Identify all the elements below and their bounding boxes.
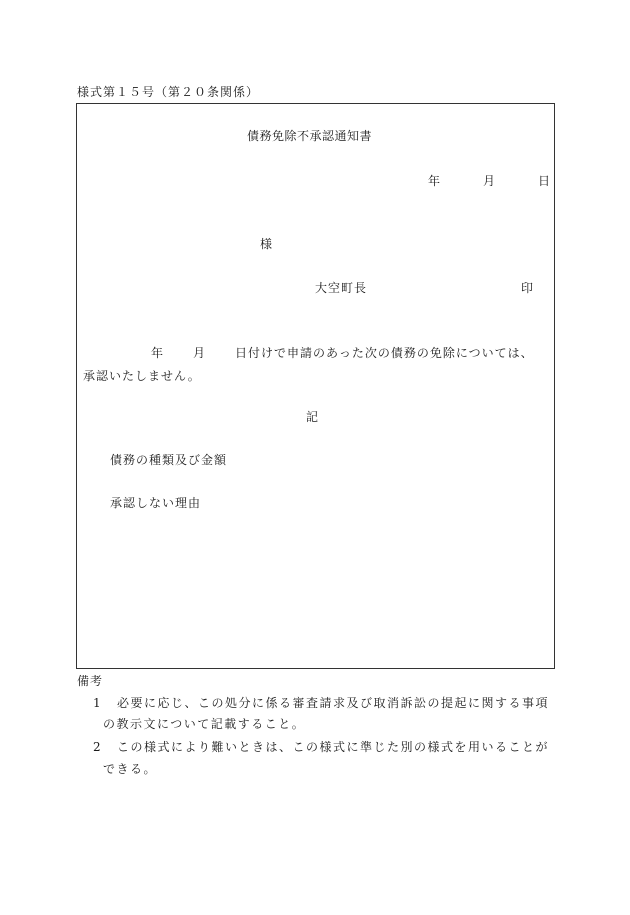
body-year-label: 年: [151, 346, 164, 360]
ki-heading: 記: [306, 410, 319, 424]
item-debt-type-amount: 債務の種類及び金額: [110, 453, 228, 467]
body-month-label: 月: [193, 346, 206, 360]
note-text-line2: できる。: [103, 762, 158, 776]
body-text-line1: 日付けで申請のあった次の債務の免除については、: [235, 346, 534, 360]
note-number: 2: [93, 740, 101, 754]
seal-mark: 印: [521, 281, 534, 295]
date-day-label: 日: [538, 174, 551, 188]
note-text-line1: この様式により難いときは、この様式に準じた別の様式を用いることが: [117, 740, 550, 754]
item-rejection-reason: 承認しない理由: [110, 496, 202, 510]
note-text-line1: 必要に応じ、この処分に係る審査請求及び取消訴訟の提起に関する事項: [117, 696, 550, 710]
date-month-label: 月: [483, 174, 496, 188]
sender-name: 大空町長: [315, 281, 368, 295]
date-year-label: 年: [428, 174, 441, 188]
note-text-line2: の教示文について記載すること。: [103, 717, 306, 731]
body-text-line2: 承認いたしません。: [83, 369, 201, 383]
form-number: 様式第１５号（第２０条関係）: [77, 85, 260, 99]
note-number: 1: [93, 696, 101, 710]
recipient-suffix: 様: [260, 237, 273, 251]
remarks-title: 備考: [77, 674, 104, 688]
document-title: 債務免除不承認通知書: [247, 129, 373, 143]
